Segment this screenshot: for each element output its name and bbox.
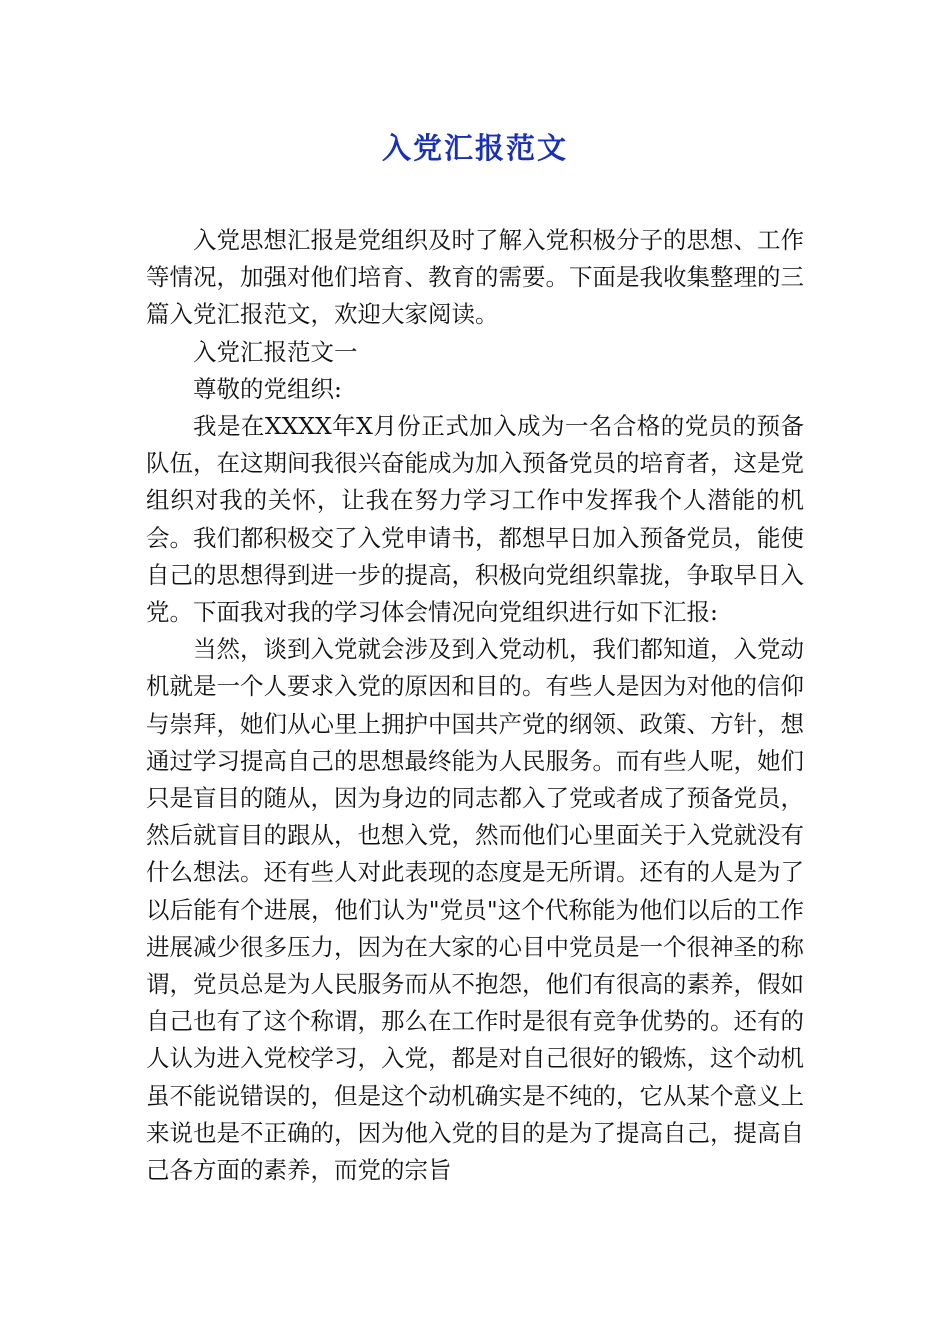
body-paragraph: 我是在XXXX年X月份正式加入成为一名合格的党员的预备队伍，在这期间我很兴奋能成为加入预备党员的培育者，这是党组织对我的关怀，让我在努力学习工作中发挥我个人潜能的机会。我们都积极交了入党申请书，都想早日加入预备党员，能使自己的思想得到进一步的提高，积极向党组织靠拢，争取早日入党。下面我对我的学习体会情况向党组织进行如下汇报: <box>146 412 804 627</box>
document-title: 入党汇报范文 <box>381 131 568 165</box>
intro-paragraph: 入党思想汇报是党组织及时了解入党积极分子的思想、工作等情况，加强对他们培育、教育的需要。下面是我收集整理的三篇入党汇报范文，欢迎大家阅读。 <box>146 226 804 329</box>
document-body <box>146 222 804 1189</box>
salutation: 尊敬的党组织: <box>193 374 342 403</box>
body-paragraph: 当然，谈到入党就会涉及到入党动机，我们都知道，入党动机就是一个人要求入党的原因和目的。有些人是因为对他的信仰与崇拜，她们从心里上拥护中国共产党的纲领、政策、方针，想通过学习提高自己的思想最终能为人民服务。而有些人呢，她们只是盲目的随从，因为身边的同志都入了党或者成了预备党员，然后就盲目的跟从，也想入党，然而他们心里面关于入党就没有什么想法。还有些人对此表现的态度是无所谓。还有的人是为了以后能有个进展，他们认为"党员"这个代称能为他们以后的工作进展减少很多压力，因为在大家的心目中党员是一个很神圣的称谓，党员总是为人民服务而从不抱怨，他们有很高的素养，假如自己也有了这个称谓，那么在工作时是很有竞争优势的。还有的人认为进入党校学习，入党，都是对自己很好的锻炼，这个动机虽不能说错误的，但是这个动机确实是不纯的，它从某个意义上来说也是不正确的，因为他入党的目的是为了提高自己，提高自己各方面的素养，而党的宗旨 <box>146 635 804 1185</box>
section-heading: 入党汇报范文一 <box>193 337 358 366</box>
